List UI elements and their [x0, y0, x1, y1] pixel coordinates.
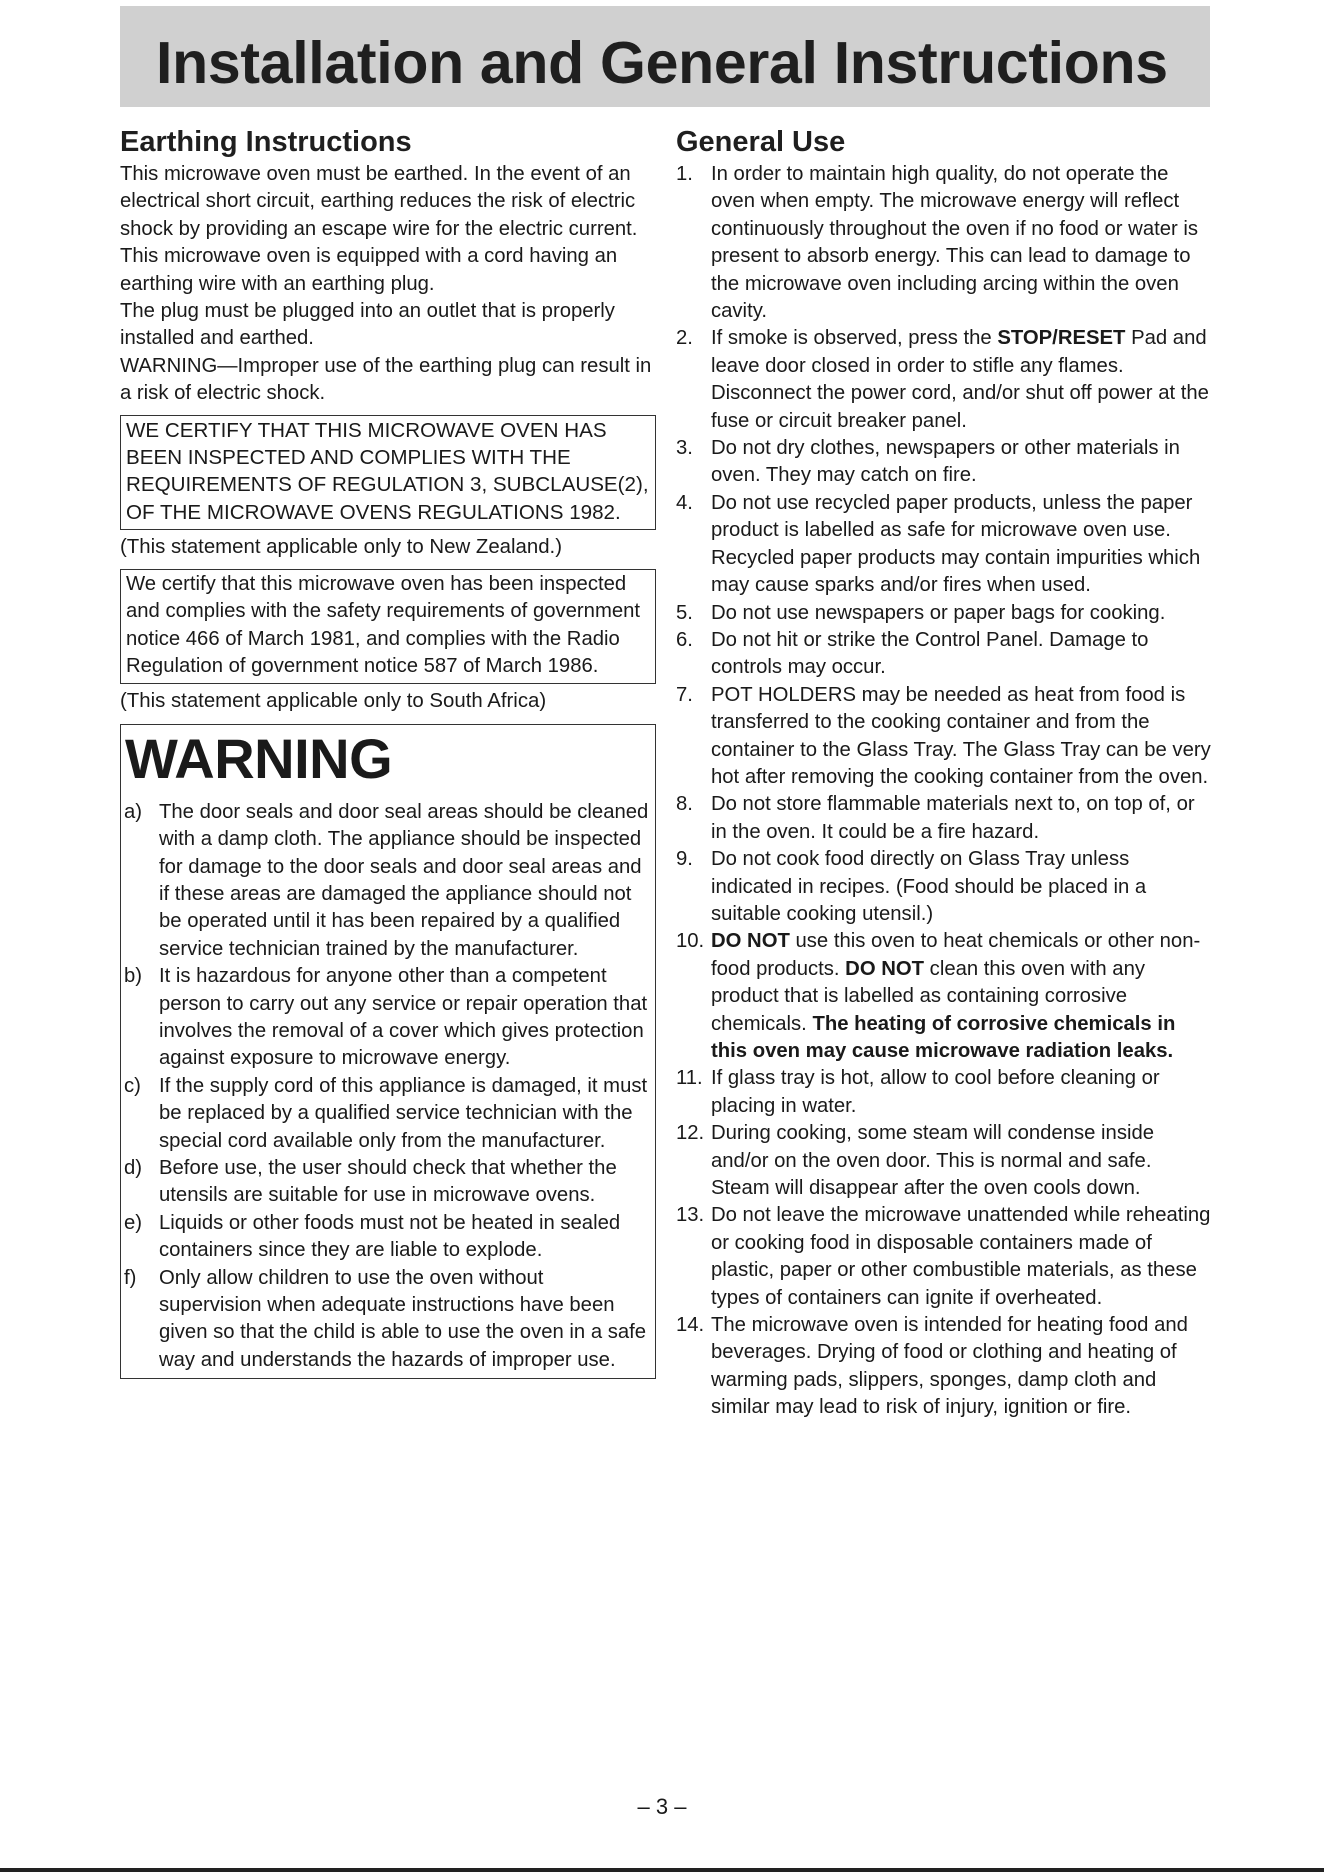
general-use-column	[676, 124, 1214, 1422]
item-number: 2.	[676, 327, 693, 350]
item-text: The microwave oven is intended for heating food and beverages. Drying of food or clothing and heating of warming pads, slippers, sponges, damp cloth and similar may lead to risk of injury, ignition or fire.	[711, 1314, 1188, 1419]
item-text: Before use, the user should check that whether the utensils are suitable for use in microwave ovens.	[159, 1157, 617, 1207]
item-number: 12.	[676, 1122, 705, 1145]
warning-item-f	[124, 1265, 651, 1375]
item-number: 1.	[676, 163, 693, 185]
page-number: – 3 –	[637, 1794, 687, 1819]
page-title: Installation and General Instructions	[156, 30, 1168, 96]
general-use-item-6	[676, 627, 1214, 682]
item-number: 6.	[676, 628, 693, 651]
item-text	[711, 325, 1214, 435]
item-text: Only allow children to use the oven without supervision when adequate instructions have been given so that the child is able to use the oven in a safe way and understands the hazards of improper use.	[159, 1266, 647, 1371]
item-text: Do not hit or strike the Control Panel. Damage to controls may occur.	[711, 628, 1149, 679]
item-marker: b)	[124, 965, 143, 988]
item-number: 13.	[676, 1204, 705, 1227]
general-use-item-2	[676, 325, 1214, 435]
item-text: Do not cook food directly on Glass Tray unless indicated in recipes. (Food should be placed in a suitable cooking utensil.)	[711, 848, 1147, 925]
general-use-item-4	[676, 490, 1214, 600]
earthing-warning-paragraph: WARNING—Improper use of the earthing plug can result in a risk of electric shock.	[120, 354, 652, 405]
item-marker: a)	[124, 800, 143, 823]
item-text: Do not use newspapers or paper bags for cooking.	[711, 601, 1166, 624]
general-use-item-11	[676, 1065, 1214, 1120]
item-text: Do not store flammable materials next to, on top of, or in the oven. It could be a fire hazard.	[711, 793, 1195, 843]
nz-certification-box	[120, 415, 656, 531]
warning-item-d	[124, 1155, 651, 1210]
item-text: The door seals and door seal areas should be cleaned with a damp cloth. The appliance should be inspected for damage to the door seals and door seal areas and if these areas are damaged the appliance should not be operated until it has been repaired by a qualified service technician trained by the manufacturer.	[159, 800, 649, 960]
stop-reset-label: STOP/RESET	[997, 327, 1126, 350]
nz-note: (This statement applicable only to New Zealand.)	[120, 536, 563, 559]
warning-item-c	[124, 1073, 651, 1155]
sa-certification-box	[120, 569, 656, 685]
item-text: In order to maintain high quality, do not operate the oven when empty. The microwave energy will reflect continuously throughout the oven if no food or water is present to absorb energy. This can lead to damage to the microwave oven including arcing within the oven cavity.	[711, 163, 1199, 323]
item-text: Do not dry clothes, newspapers or other materials in oven. They may catch on fire.	[711, 437, 1180, 487]
item-number: 10.	[676, 930, 705, 953]
warning-box	[120, 724, 656, 1380]
item-text: Liquids or other foods must not be heated in sealed containers since they are liable to explode.	[159, 1211, 621, 1262]
general-use-item-5	[676, 600, 1214, 627]
general-use-item-13	[676, 1202, 1214, 1312]
nz-certification-text: WE CERTIFY THAT THIS MICROWAVE OVEN HAS BEEN INSPECTED AND COMPLIES WITH THE REQUIREMENTS OF REGULATION 3, SUBCLAUSE(2), OF THE MICROWAVE OVENS REGULATIONS 1982.	[126, 418, 649, 524]
item-number: 4.	[676, 491, 693, 514]
earthing-column	[120, 124, 656, 1383]
do-not-label: DO NOT	[845, 957, 925, 980]
item-text: Do not use recycled paper products, unless the paper product is labelled as safe for microwave oven use. Recycled paper products may contain impurities which may cause sparks and/or fires when used.	[711, 491, 1201, 597]
item-text	[711, 928, 1214, 1065]
item-number: 3.	[676, 437, 693, 460]
item-marker: d)	[124, 1157, 143, 1179]
item-text: If glass tray is hot, allow to cool before cleaning or placing in water.	[711, 1067, 1160, 1117]
general-use-item-10	[676, 928, 1214, 1065]
item-text: POT HOLDERS may be needed as heat from food is transferred to the cooking container and from the container to the Glass Tray. The Glass Tray can be very hot after removing the cooking container from the oven.	[711, 683, 1211, 788]
bottom-rule	[0, 1868, 1324, 1872]
item-number: 9.	[676, 848, 693, 871]
outlet-paragraph: The plug must be plugged into an outlet that is properly installed and earthed.	[120, 300, 615, 350]
item-text-part: use this oven to heat chemicals or other non-food products.	[711, 930, 1201, 980]
item-marker: f)	[124, 1266, 137, 1289]
sa-certification-text: We certify that this microwave oven has been inspected and complies with the safety requirements of government notice 466 of March 1981, and complies with the Radio Regulation of government notice 587 of March 1986.	[126, 572, 641, 677]
item-text: It is hazardous for anyone other than a competent person to carry out any service or repair operation that involves the removal of a cover which gives protection against exposure to microwave energy.	[159, 965, 648, 1070]
item-text-part: clean this oven with any product that is labelled as containing corrosive chemicals.	[711, 957, 1146, 1035]
general-use-item-1	[676, 161, 1214, 325]
item-number: 5.	[676, 601, 693, 624]
item-text-part: Pad and leave door closed in order to stifle any flames. Disconnect the power cord, and/or shut off power at the fuse or circuit breaker panel.	[711, 327, 1209, 432]
item-text-part: If smoke is observed, press the	[711, 327, 998, 350]
item-number: 11.	[676, 1067, 703, 1090]
warning-item-b	[124, 963, 651, 1073]
radiation-leak-warning: The heating of corrosive chemicals in this oven may cause microwave radiation leaks.	[711, 1012, 1176, 1062]
general-use-item-3	[676, 435, 1214, 490]
item-number: 7.	[676, 683, 693, 706]
item-number: 8.	[676, 793, 693, 816]
general-use-item-12	[676, 1120, 1214, 1202]
general-use-item-7	[676, 682, 1214, 792]
item-text: If the supply cord of this appliance is damaged, it must be replaced by a qualified service technician with the special cord available only from the manufacturer.	[159, 1074, 648, 1152]
general-use-item-8	[676, 791, 1214, 846]
item-text: Do not leave the microwave unattended while reheating or cooking food in disposable containers made of plastic, paper or other combustible materials, as these types of containers can ignite if overheated.	[711, 1204, 1211, 1309]
warning-item-a	[124, 799, 651, 963]
item-marker: c)	[124, 1074, 141, 1097]
title-bar	[120, 6, 1210, 107]
item-text: During cooking, some steam will condense inside and/or on the oven door. This is normal and safe. Steam will disappear after the oven cools down.	[711, 1122, 1155, 1200]
item-number: 14.	[676, 1314, 705, 1337]
warning-heading: WARNING	[125, 726, 393, 790]
earthing-heading: Earthing Instructions	[120, 126, 412, 158]
warning-item-e	[124, 1210, 651, 1265]
general-use-heading: General Use	[676, 126, 846, 158]
do-not-label: DO NOT	[711, 930, 790, 953]
earthing-paragraph: This microwave oven must be earthed. In the event of an electrical short circuit, earthing reduces the risk of electric shock by providing an escape wire for the electric current. This microwave oven is equipped with a cord having an earthing wire with an earthing plug.	[120, 163, 638, 295]
general-use-item-9	[676, 846, 1214, 928]
general-use-item-14	[676, 1312, 1214, 1422]
item-marker: e)	[124, 1211, 143, 1234]
sa-note: (This statement applicable only to South Africa)	[120, 690, 547, 713]
